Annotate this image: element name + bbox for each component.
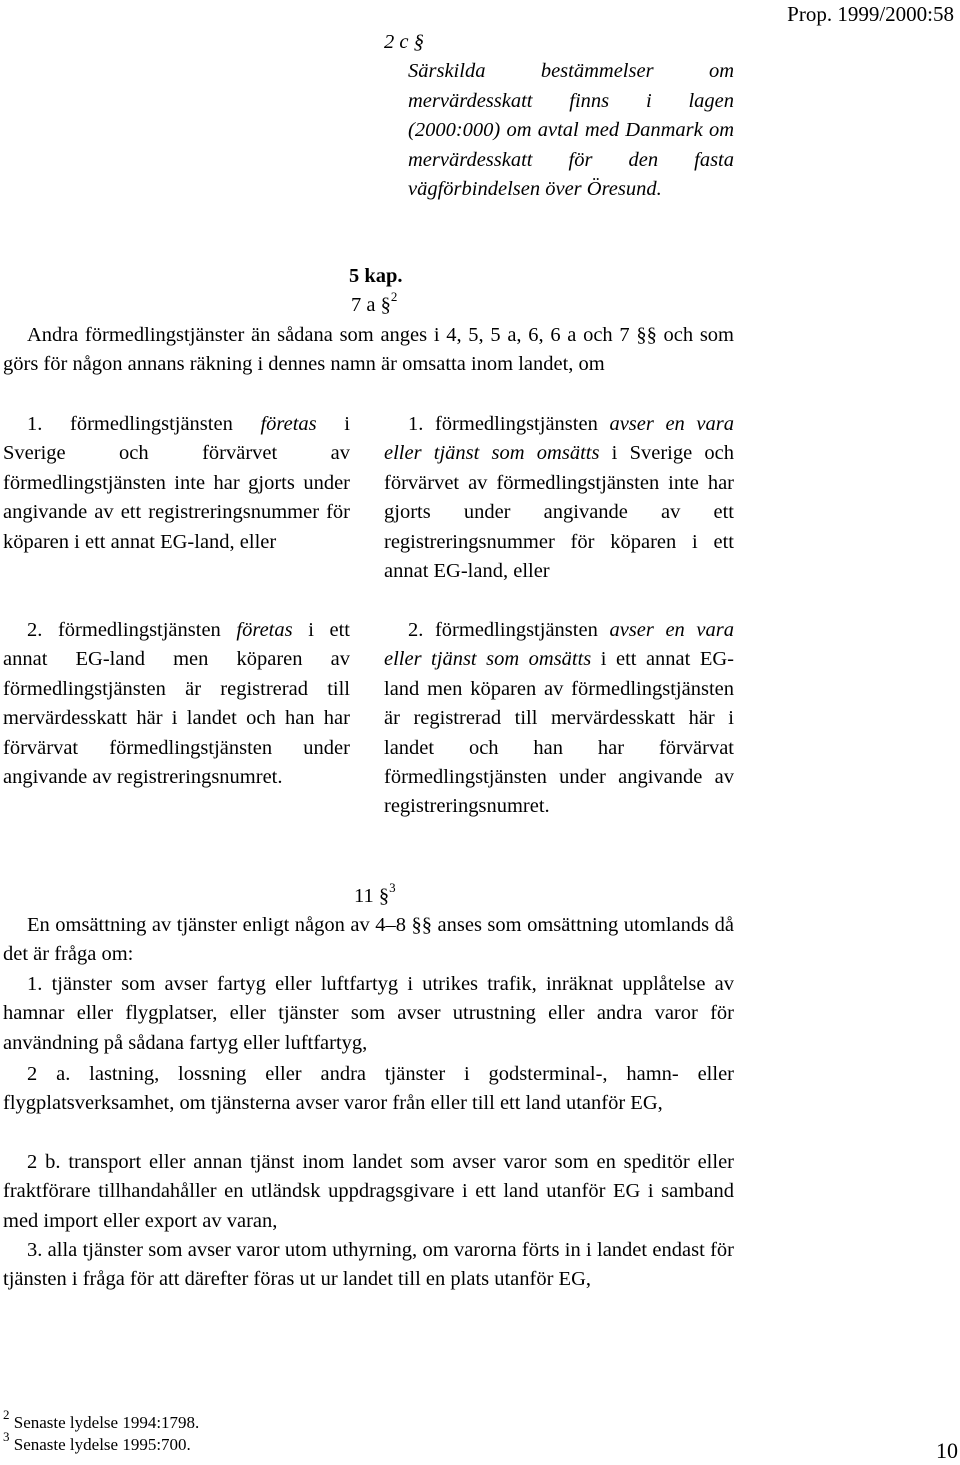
section-2c-text: Särskilda bestämmelser om mervärdesskatt finns i lagen (2000:000) om avtal med Danmark om mervärdesskatt för den fasta vägförbindelsen över Öresund. (408, 60, 734, 201)
right-p1-italic: avser en vara eller tjänst som omsätts (384, 413, 734, 465)
section-7a-heading (351, 291, 397, 320)
section-11-item-2b: 2 b. transport eller annan tjänst inom landet som avser varor som en speditör eller fraktförare tillhandahåller en utländsk uppdragsgivare i ett land utanför EG i samband med import eller export av varan, (3, 1151, 734, 1232)
section-11-label: 11 § (354, 885, 390, 907)
right-col-item-1 (384, 410, 734, 586)
left-p1-italic: företas (260, 413, 317, 435)
right-col-item-2 (384, 616, 734, 822)
right-p2-end: i ett annat EG-land men köparen av förmedlingstjänsten är registrerad till mervärdesskatt här i landet och han har förvärvat förmedlingstjänsten under angivande av registreringsnumret. (384, 648, 734, 818)
footnote-3-number: 3 (3, 1429, 10, 1445)
footnote-ref-2: 2 (390, 289, 398, 305)
footnote-ref-3: 3 (389, 880, 396, 896)
section-11-item-3: 3. alla tjänster som avser varor utom uthyrning, om varorna förts in i landet endast för tjänsten i fråga för att därefter föras ut ur landet till en plats utanför EG, (3, 1239, 734, 1291)
right-p2-italic: avser en vara eller tjänst som omsätts (384, 619, 734, 671)
section-11-item-2a: 2 a. lastning, lossning eller andra tjänster i godsterminal-, hamn- eller flygplatsverksamhet, om tjänsterna avser varor från eller till ett land utanför EG, (3, 1063, 734, 1115)
footnote-2-text: Senaste lydelse 1994:1798. (13, 1413, 200, 1432)
footnote-2 (3, 1407, 200, 1433)
right-p2-start: 2. förmedlingstjänsten (408, 619, 610, 641)
section-11-intro: En omsättning av tjänster enligt någon av 4–8 §§ anses som omsättning utomlands då det är fråga om: (3, 914, 734, 966)
left-p2-end: i ett annat EG-land men köparen av förmedlingstjänsten är registrerad till mervärdesskatt här i landet och han har förvärvat förmedlingstjänsten under angivande av registreringsnumret. (3, 619, 350, 789)
section-2c-label: 2 c § (384, 31, 424, 53)
left-col-item-1 (3, 410, 350, 557)
left-col-item-2 (3, 616, 350, 792)
footnote-2-number: 2 (3, 1407, 10, 1423)
left-p1-start: 1. förmedlingstjänsten (27, 413, 261, 435)
right-p1-start: 1. förmedlingstjänsten (408, 413, 610, 435)
proposition-number: Prop. 1999/2000:58 (787, 2, 954, 26)
footnote-3-text: Senaste lydelse 1995:700. (13, 1435, 191, 1454)
left-p2-italic: företas (236, 619, 293, 641)
section-7a-label: 7 a § (351, 294, 391, 316)
left-p1-end: i Sverige och förvärvet av förmedlingstjänsten inte har gjorts under angivande av ett registreringsnummer för köparen i ett annat EG-land, eller (3, 413, 350, 553)
section-7a-intro: Andra förmedlingstjänster än sådana som anges i 4, 5, 5 a, 6, 6 a och 7 §§ och som görs för någon annans räkning i dennes namn är omsatta inom landet, om (3, 324, 734, 376)
footnote-3 (3, 1429, 191, 1455)
section-11-heading (354, 882, 396, 911)
right-p1-end: i Sverige och förvärvet av förmedlingstjänsten inte har gjorts under angivande av ett registreringsnummer för köparen i ett annat EG-land, eller (384, 442, 734, 583)
section-2c (384, 28, 734, 204)
chapter-title: 5 kap. (349, 265, 403, 287)
left-p2-start: 2. förmedlingstjänsten (27, 619, 237, 641)
page-number: 10 (936, 1438, 958, 1463)
section-11-item-1: 1. tjänster som avser fartyg eller luftfartyg i utrikes trafik, inräknat upplåtelse av hamnar eller flygplatser, eller tjänster som avser utrustning eller andra varor för användning på sådana fartyg eller luftfartyg, (3, 973, 734, 1054)
